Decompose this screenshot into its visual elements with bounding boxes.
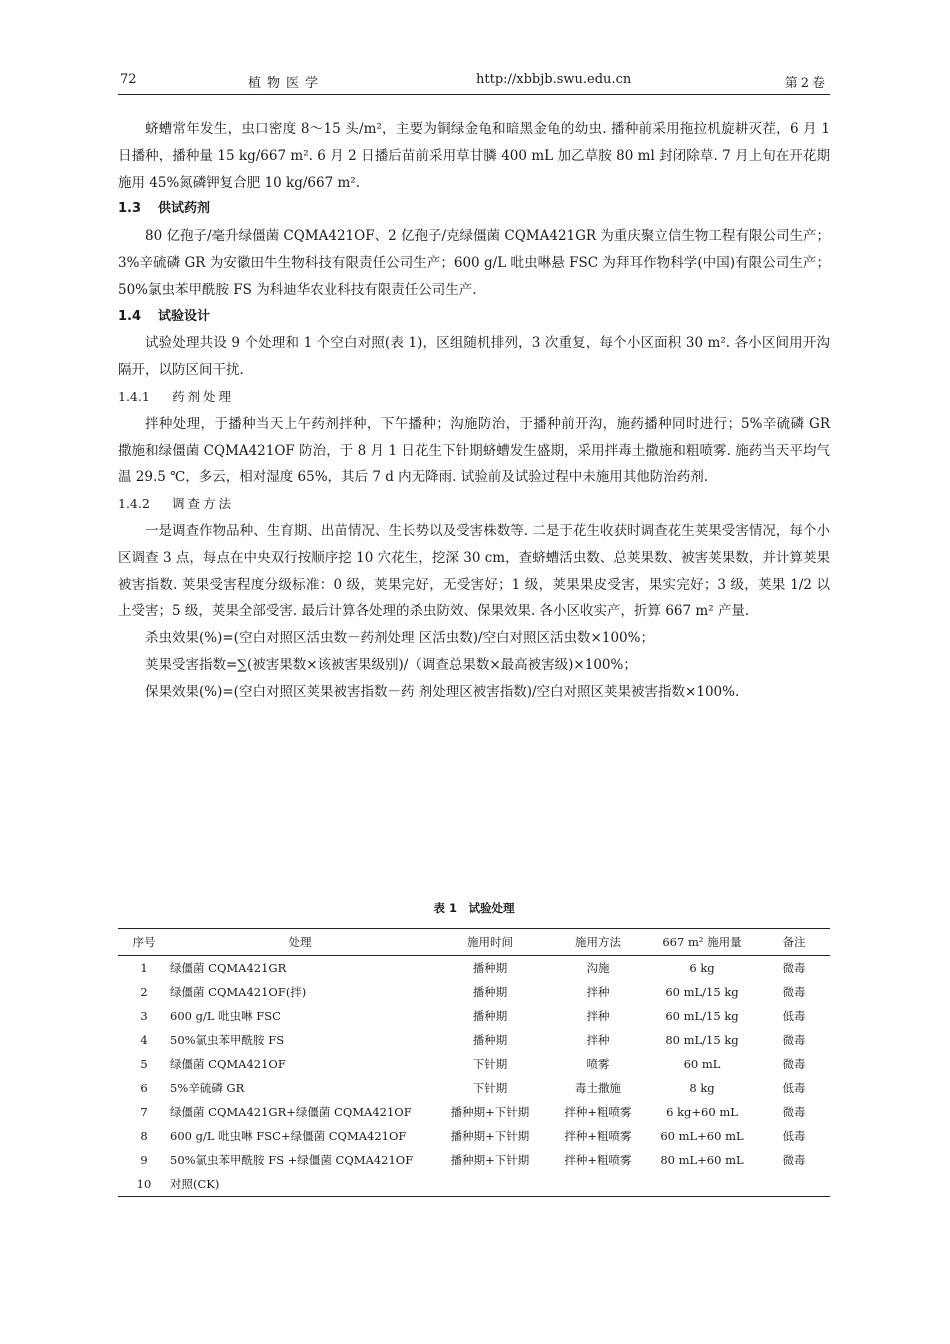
formula-pod-protection: 保果效果(%)=(空白对照区荚果被害指数－药 剂处理区被害指数)/空白对照区荚果被害指数×100%.	[145, 683, 740, 700]
table-cell: 微毒	[782, 1153, 806, 1167]
table-cell: 低毒	[782, 1081, 806, 1095]
table-cell: 6 kg	[689, 961, 715, 975]
header-cell: 处理	[288, 935, 312, 949]
header-cell: 施用时间	[467, 935, 513, 949]
table-cell: 播种期	[472, 1009, 508, 1023]
table-cell: 2	[140, 985, 148, 999]
table-cell: 80 mL/15 kg	[665, 1033, 739, 1047]
table-row	[118, 1028, 830, 1052]
table-cell: 微毒	[782, 1033, 806, 1047]
header-cell: 备注	[782, 935, 806, 949]
table-row	[118, 1124, 830, 1148]
table-cell: 播种期	[472, 1033, 508, 1047]
subsection-number: 1.4.2	[118, 496, 150, 512]
table-cell: 喷雾	[586, 1057, 610, 1071]
section-number: 1.3	[118, 201, 142, 217]
table-cell: 下针期	[472, 1057, 508, 1071]
paragraph-test-agents: 80 亿孢子/毫升绿僵菌 CQMA421OF、2 亿孢子/克绿僵菌 CQMA421GR 为重庆聚立信生物工程有限公司生产；3%辛硫磷 GR 为安徽田牛生物科技有限责任公司生产；600 g/L 吡虫啉悬 FSC 为拜耳作物科学(中国)有限公司生产；50%氯虫苯甲酰胺 FS 为科迪华农业科技有限责任公司生产.	[118, 228, 830, 298]
table-cell: 60 mL/15 kg	[665, 985, 739, 999]
table-row	[118, 1004, 830, 1028]
paragraph-survey-method: 一是调查作物品种、生育期、出苗情况、生长势以及受害株数等. 二是于花生收获时调查花生荚果受害情况，每个小区调查 3 点，每点在中央双行按顺序挖 10 穴花生，挖深 30 cm，查蛴螬活虫数、总荚果数、被害荚果数，并计算荚果被害指数. 荚果受害程度分级标准：0 级，荚果完好，无受害好；1 级，荚果果皮受害，果实完好；3 级，荚果 1/2 以上受害；5 级，荚果全部受害. 最后计算各处理的杀虫防效、保果效果. 各小区收实产，折算 667 m² 产量.	[118, 522, 830, 620]
table-cell: 毒土撒施	[575, 1081, 621, 1095]
table-cell	[430, 1172, 550, 1197]
subsection-title: 药剂处理	[172, 388, 235, 404]
running-header	[118, 72, 830, 95]
table-cell: 拌种+粗喷雾	[564, 1153, 632, 1167]
table-cell: 80 mL+60 mL	[660, 1153, 744, 1167]
table-cell: 微毒	[782, 961, 806, 975]
table-cell: 播种期	[472, 961, 508, 975]
table-cell	[758, 1172, 830, 1197]
table-cell: 6	[140, 1081, 148, 1095]
table-cell: 绿僵菌 CQMA421GR	[170, 961, 287, 975]
journal-url: http://xbbjb.swu.edu.cn	[476, 72, 632, 87]
table-cell: 5%辛硫磷 GR	[170, 1081, 245, 1095]
table-cell: 播种期+下针期	[450, 1153, 530, 1167]
table-row	[118, 1148, 830, 1172]
table-cell: 对照(CK)	[170, 1177, 220, 1191]
table-cell: 50%氯虫苯甲酰胺 FS +绿僵菌 CQMA421OF	[170, 1153, 414, 1167]
table-header-row	[118, 929, 830, 956]
subsection-number: 1.4.1	[118, 388, 150, 404]
subsection-heading-1-4-1	[118, 384, 830, 411]
table-cell: 微毒	[782, 985, 806, 999]
table-cell: 拌种	[586, 1009, 610, 1023]
section-title: 供试药剂	[158, 201, 211, 217]
table-cell: 5	[140, 1057, 148, 1071]
subsection-title: 调查方法	[172, 496, 235, 512]
table-cell: 600 g/L 吡虫啉 FSC+绿僵菌 CQMA421OF	[170, 1129, 407, 1143]
table-cell: 8	[140, 1129, 148, 1143]
section-heading-1-4	[118, 304, 830, 331]
header-cell: 序号	[132, 935, 156, 949]
treatment-table	[118, 928, 830, 1197]
journal-name: 植物医学	[248, 76, 325, 91]
volume-label: 第2卷	[784, 76, 828, 91]
table-cell: 600 g/L 吡虫啉 FSC	[170, 1009, 281, 1023]
table-cell: 60 mL+60 mL	[660, 1129, 744, 1143]
table-cell: 10	[136, 1177, 152, 1191]
header-cell: 施用方法	[575, 935, 621, 949]
section-heading-1-3	[118, 196, 830, 223]
table-cell: 下针期	[472, 1081, 508, 1095]
page-number: 72	[120, 72, 137, 87]
subsection-heading-1-4-2	[118, 491, 830, 518]
table-cell: 7	[140, 1105, 148, 1119]
table-cell: 绿僵菌 CQMA421OF	[170, 1057, 286, 1071]
table-cell: 拌种+粗喷雾	[564, 1105, 632, 1119]
paragraph-site-conditions: 蛴螬常年发生，虫口密度 8～15 头/m²，主要为铜绿金龟和暗黑金龟的幼虫. 播种前采用拖拉机旋耕灭茬，6 月 1 日播种，播种量 15 kg/667 m². 6 月 2 日播后苗前采用草甘膦 400 mL 加乙草胺 80 ml 封闭除草. 7 月上旬在开花期施用 45%氮磷钾复合肥 10 kg/667 m².	[118, 121, 830, 191]
table-cell: 3	[140, 1009, 148, 1023]
header-cell: 667 m² 施用量	[662, 935, 742, 949]
table-cell: 拌种	[586, 985, 610, 999]
paragraph-treatment: 拌种处理，于播种当天上午药剂拌种，下午播种；沟施防治，于播种前开沟，施药播种同时进行；5%辛硫磷 GR 撒施和绿僵菌 CQMA421OF 防治，于 8 月 1 日花生下针期蛴螬发生盛期，采用拌毒土撒施和粗喷雾. 施药当天平均气温 29.5 ℃，多云，相对湿度 65%，其后 7 d 内无降雨. 试验前及试验过程中未施用其他防治药剂.	[118, 415, 830, 486]
section-number: 1.4	[118, 308, 142, 324]
table-cell: 绿僵菌 CQMA421OF(拌)	[170, 985, 307, 999]
table-row	[118, 1052, 830, 1076]
table-cell	[550, 1172, 646, 1197]
table-cell: 1	[140, 961, 148, 975]
table-row	[118, 1100, 830, 1124]
table-cell: 拌种+粗喷雾	[564, 1129, 632, 1143]
table-cell: 低毒	[782, 1129, 806, 1143]
section-title: 试验设计	[158, 308, 211, 324]
table-cell: 沟施	[586, 961, 610, 975]
table-cell: 播种期+下针期	[450, 1105, 530, 1119]
body-text	[118, 116, 830, 706]
table-cell: 9	[140, 1153, 148, 1167]
table-cell: 绿僵菌 CQMA421GR+绿僵菌 CQMA421OF	[170, 1105, 412, 1119]
table-cell: 50%氯虫苯甲酰胺 FS	[170, 1033, 285, 1047]
table-row	[118, 1076, 830, 1100]
table-cell: 播种期	[472, 985, 508, 999]
table-cell	[646, 1172, 758, 1197]
formula-damage-index: 荚果受害指数=∑(被害果数×该被害果级别)/（调查总果数×最高被害级)×100%；	[145, 656, 637, 673]
table-cell: 播种期+下针期	[450, 1129, 530, 1143]
table-cell: 60 mL/15 kg	[665, 1009, 739, 1023]
table-cell: 6 kg+60 mL	[666, 1105, 738, 1119]
table-cell: 8 kg	[689, 1081, 715, 1095]
table-cell: 微毒	[782, 1057, 806, 1071]
table-cell: 低毒	[782, 1009, 806, 1023]
formula-insecticidal-effect: 杀虫效果(%)=(空白对照区活虫数－药剂处理 区活虫数)/空白对照区活虫数×100%；	[145, 630, 654, 647]
table-cell: 4	[140, 1033, 148, 1047]
table-caption: 表 1 试验处理	[433, 901, 515, 915]
paragraph-test-design: 试验处理共设 9 个处理和 1 个空白对照(表 1)，区组随机排列，3 次重复，每个小区面积 30 m². 各小区间用开沟隔开，以防区间干扰.	[118, 335, 830, 379]
table-cell: 微毒	[782, 1105, 806, 1119]
table-row	[118, 956, 830, 981]
table-cell: 拌种	[586, 1033, 610, 1047]
table-row	[118, 980, 830, 1004]
table-row	[118, 1172, 830, 1197]
table-cell: 60 mL	[683, 1057, 721, 1071]
